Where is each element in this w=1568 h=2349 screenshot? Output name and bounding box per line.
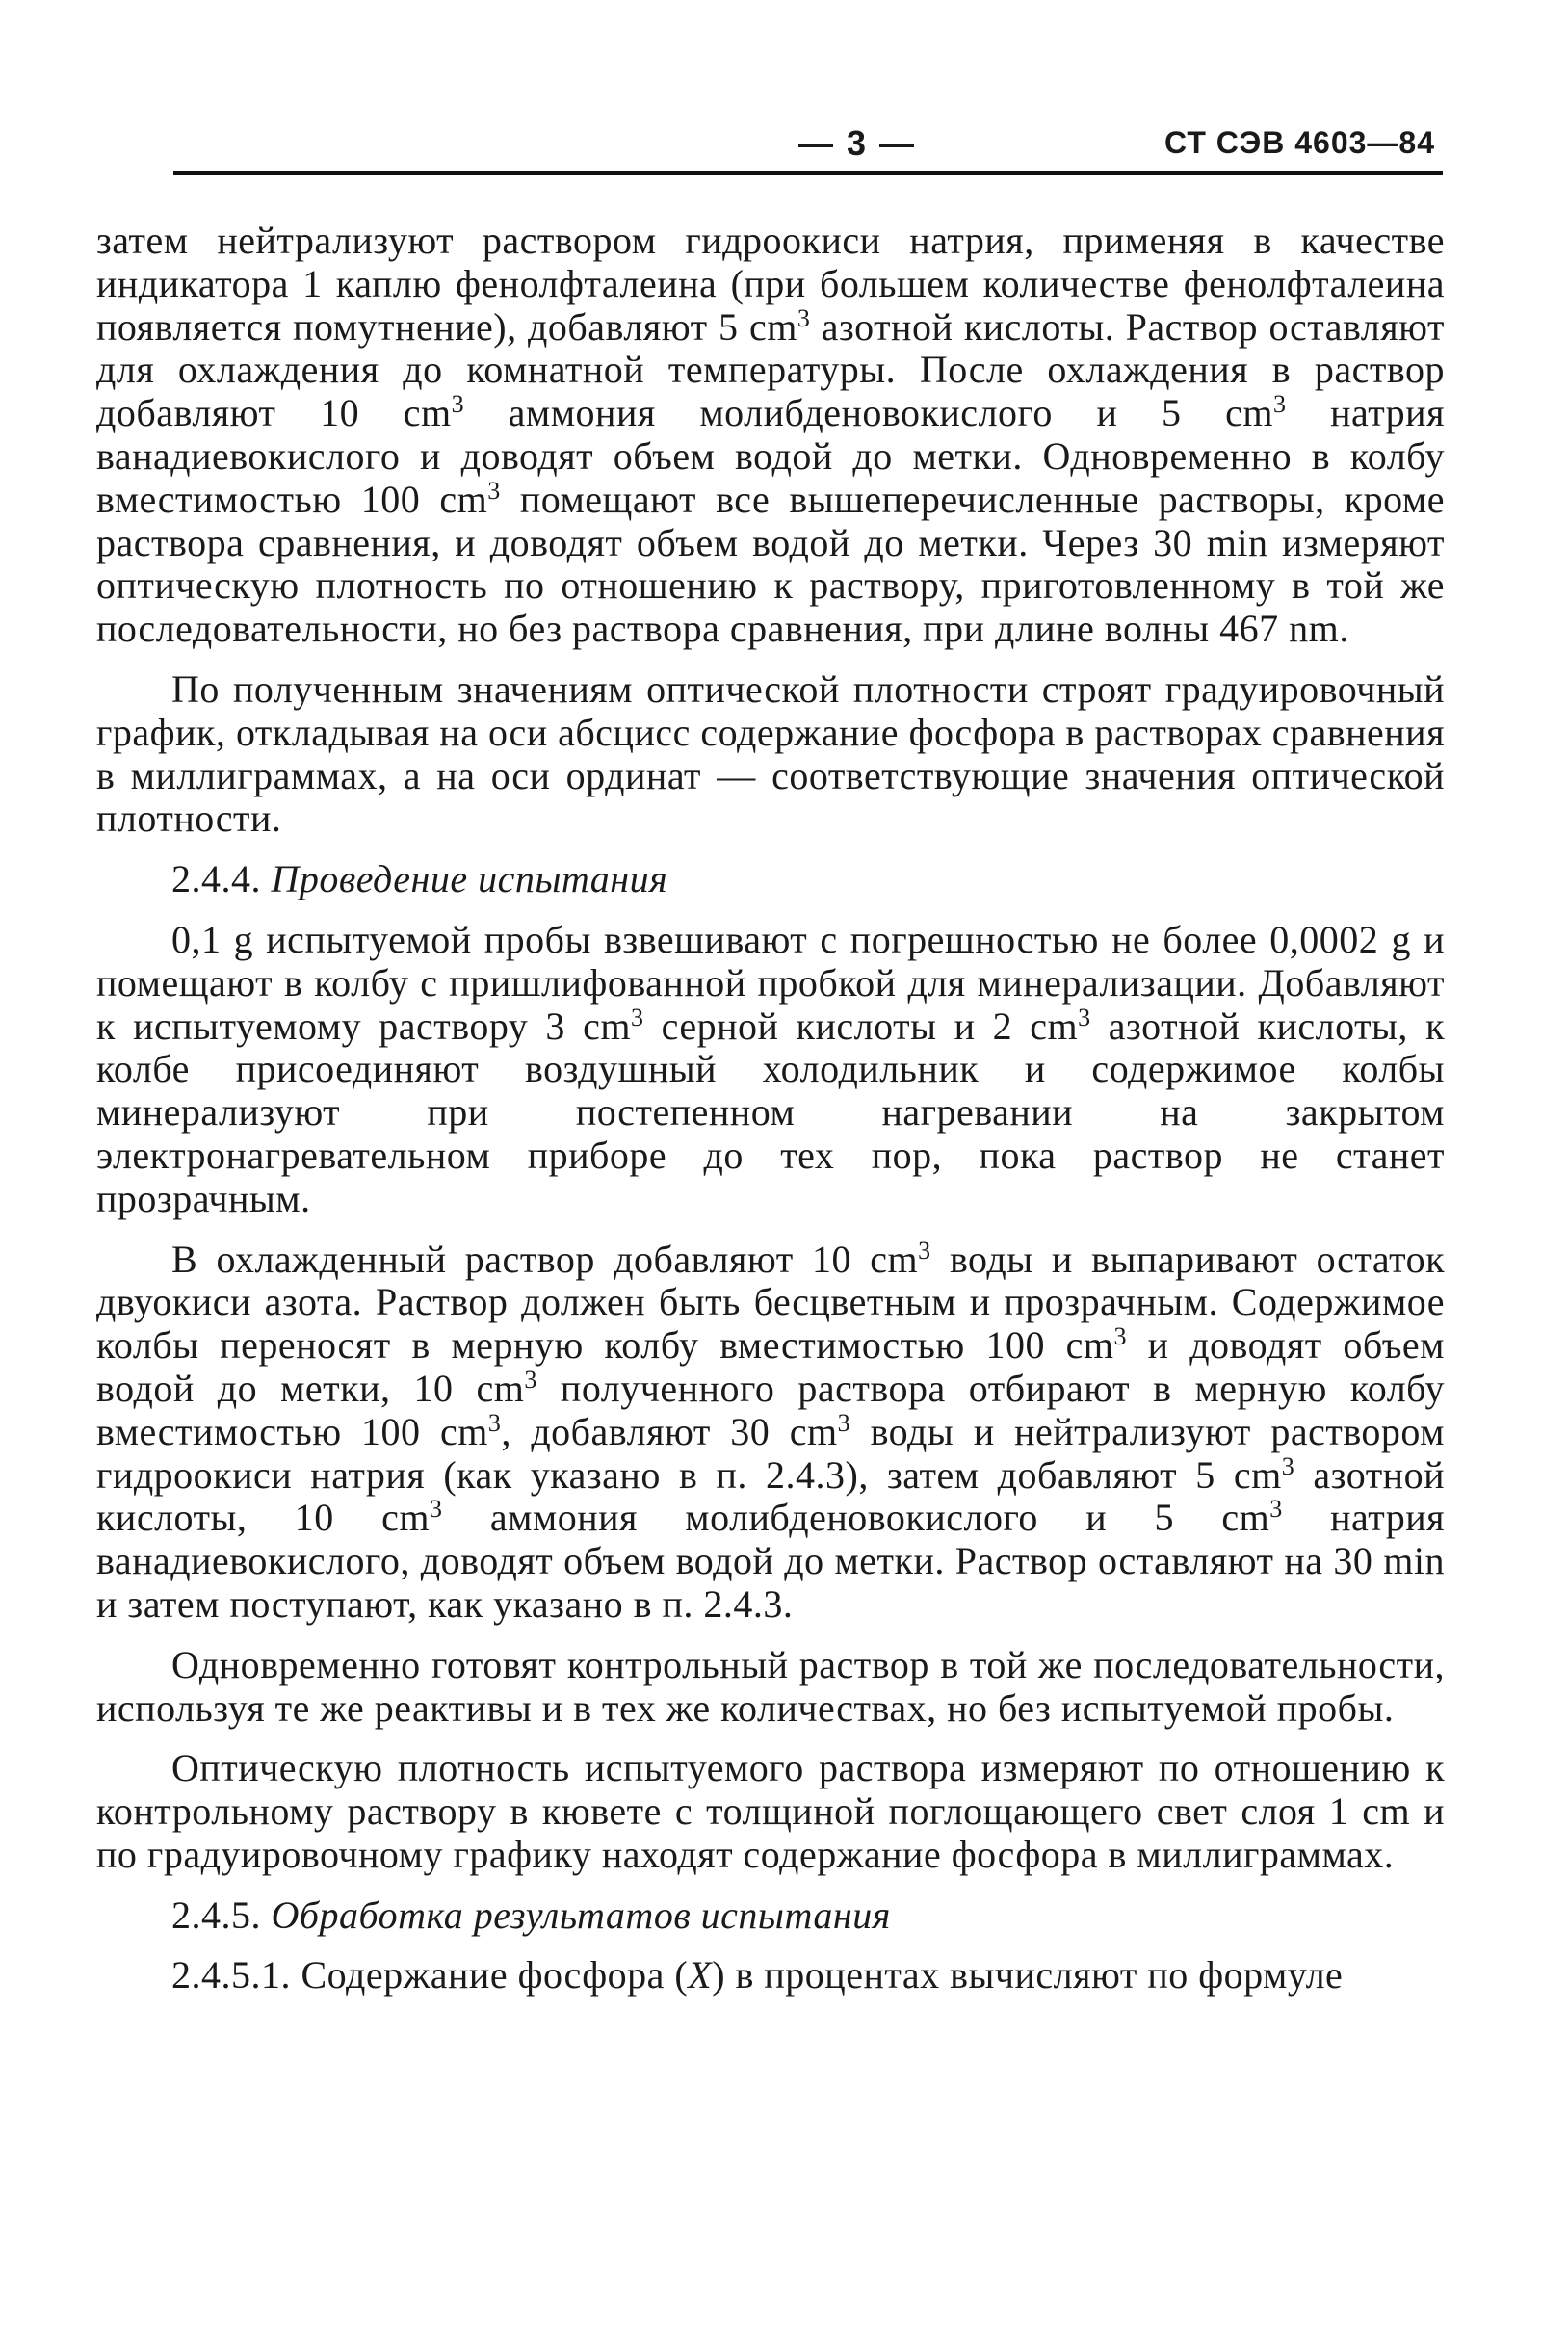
text-run: ) в процентах вычисляют по формуле [712, 1953, 1344, 1997]
paragraph-formula-intro [96, 1954, 1445, 1997]
text-run: серной кислоты и 2 cm [643, 1004, 1079, 1048]
paragraph-calibration-graph: По полученным значениям оптической плотности строят градуировочный график, откладывая на оси абсцисс содержание фосфора в растворах сравнения в миллиграммах, а на оси ординат — соответствующие значения оптической плотности. [96, 666, 1445, 841]
superscript: 3 [429, 1495, 443, 1524]
text-run: воды и нейтрализуют раствором гидроокиси натрия (как указано в п. 2.4.3), затем добавляют 5 cm [96, 1409, 1445, 1497]
text-run: помещают все вышеперечисленные растворы, кроме раствора сравнения, и доводят объем водой до метки. Через 30 min измеряют оптическую плотность по отношению к раствору, приготовленному в той же последовательности, но без раствора сравнения, при длине волны 467 nm. [96, 477, 1445, 651]
text-run: азотной кислоты. Раствор оставляют для охлаждения до комнатной температуры. После охлаждения в раствор добавляют 10 cm [96, 304, 1445, 435]
variable-x: X [688, 1953, 713, 1997]
superscript: 3 [837, 1408, 851, 1437]
text-run: , добавляют 30 cm [501, 1409, 838, 1453]
paragraph-sample-mineralization [96, 919, 1445, 1221]
section-heading-2-4-4 [96, 858, 1445, 901]
superscript: 3 [1281, 1451, 1295, 1480]
text-run: азотной кислоты, 10 cm [96, 1452, 1445, 1540]
text-run: полученного раствора отбирают в мерную колбу вместимостью 100 cm [96, 1366, 1446, 1453]
section-heading-2-4-5 [96, 1894, 1445, 1938]
superscript: 3 [451, 390, 465, 419]
section-title: Проведение испытания [271, 857, 668, 901]
document-code: СТ СЭВ 4603—84 [1164, 125, 1435, 160]
superscript: 3 [1078, 1003, 1091, 1031]
section-number: 2.4.5. [171, 1892, 272, 1937]
paragraph-optical-density: Оптическую плотность испытуемого раствора измеряют по отношению к контрольному раствору в кювете с толщиной поглощающего свет слоя 1 cm и по градуировочному графику находят содержание фосфора в миллиграммах. [96, 1746, 1445, 1876]
header-rule [173, 171, 1443, 175]
text-run: азотной кислоты, к колбе присоединяют воздушный холодильник и содержимое колбы минерализуют при постепенном нагревании на закрытом электронагревательном приборе до тех пор, пока раствор не станет прозрачным. [96, 1004, 1446, 1220]
superscript: 3 [918, 1236, 931, 1265]
superscript: 3 [1113, 1322, 1127, 1351]
text-run: 2.4.5.1. Содержание фосфора ( [171, 1953, 689, 1997]
superscript: 3 [487, 476, 501, 505]
page-header [173, 123, 1445, 173]
superscript: 3 [487, 1408, 502, 1437]
paragraph-control-solution: Одновременно готовят контрольный раствор в той же последовательности, используя те же реактивы и в тех же количествах, но без испытуемой пробы. [96, 1642, 1445, 1730]
page-number: — 3 — [797, 123, 917, 163]
text-run: натрия ванадиевокислого и доводят объем водой до метки. Одновременно в колбу вместимостью 100 cm [96, 391, 1445, 521]
section-title: Обработка результатов испытания [271, 1892, 891, 1937]
text-run: В охлажденный раствор добавляют 10 cm [171, 1237, 919, 1281]
text-run: 0,1 g испытуемой пробы взвешивают с погрешностью не более 0,0002 g и помещают в колбу с пришлифованной пробкой для минерализации. Добавляют к испытуемому раствору 3 cm [96, 917, 1445, 1048]
paragraph-continuation [96, 220, 1445, 651]
section-number: 2.4.4. [171, 857, 272, 901]
superscript: 3 [524, 1365, 537, 1394]
superscript: 3 [797, 303, 811, 332]
superscript: 3 [630, 1003, 644, 1031]
text-run: затем нейтрализуют раствором гидроокиси натрия, применяя в качестве индикатора 1 каплю фенолфталеина (при большем количестве фенолфталеина появляется помутнение), добавляют 5 cm [96, 219, 1445, 349]
text-run: воды и выпаривают остаток двуокиси азота. Раствор должен быть бесцветным и прозрачным. Содержимое колбы переносят в мерную колбу вместимостью 100 cm [96, 1237, 1445, 1368]
text-run: аммония молибденовокислого и 5 cm [442, 1496, 1270, 1540]
paragraph-cooled-solution [96, 1236, 1446, 1627]
text-run: натрия ванадиевокислого, доводят объем водой до метки. Раствор оставляют на 30 min и затем поступают, как указано в п. 2.4.3. [96, 1496, 1445, 1626]
body-text [96, 220, 1445, 1997]
superscript: 3 [1269, 1495, 1283, 1524]
text-run: аммония молибденовокислого и 5 cm [464, 391, 1273, 435]
text-run: и доводят объем водой до метки, 10 cm [96, 1323, 1445, 1410]
superscript: 3 [1272, 390, 1287, 419]
